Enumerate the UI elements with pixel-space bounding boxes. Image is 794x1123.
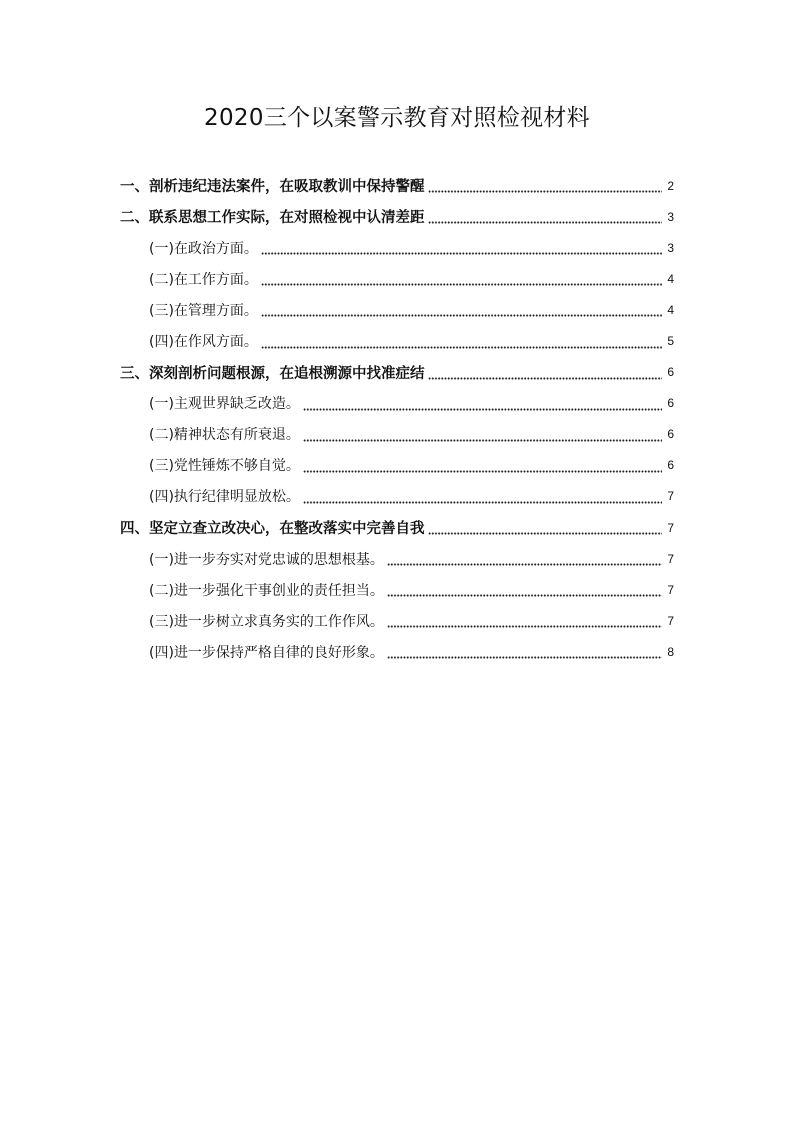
toc-subsection-entry[interactable]: [120, 450, 674, 481]
toc-section-entry[interactable]: [120, 170, 674, 201]
toc-subsection-entry[interactable]: [120, 294, 674, 325]
toc-subsection-entry[interactable]: [120, 543, 674, 574]
toc-subsection-entry[interactable]: [120, 263, 674, 294]
toc-entry-text: (三)进一步树立求真务实的工作作风。: [149, 613, 384, 630]
toc-dot-leader: [387, 656, 662, 659]
toc-subsection-entry[interactable]: [120, 232, 674, 263]
toc-page-number: 6: [667, 427, 674, 442]
toc-dot-leader: [428, 190, 663, 193]
toc-page-number: 2: [667, 178, 674, 193]
toc-entry-text: (二)精神状态有所衰退。: [149, 427, 300, 444]
toc-entry-text: 三、深刻剖析问题根源，在追根溯源中找准症结: [120, 365, 425, 382]
toc-entry-text: 一、剖析违纪违法案件，在吸取教训中保持警醒: [120, 179, 425, 196]
toc-subsection-entry[interactable]: [120, 636, 674, 667]
toc-entry-text: (二)进一步强化干事创业的责任担当。: [149, 582, 384, 599]
toc-dot-leader: [387, 594, 662, 597]
toc-page-number: 7: [667, 551, 674, 566]
toc-entry-text: 二、联系思想工作实际，在对照检视中认清差距: [120, 210, 425, 227]
toc-entry-text: (三)党性锤炼不够自觉。: [149, 458, 300, 475]
toc-page-number: 3: [667, 209, 674, 224]
toc-entry-text: (二)在工作方面。: [149, 271, 258, 288]
toc-subsection-entry[interactable]: [120, 574, 674, 605]
toc-page-number: 6: [667, 458, 674, 473]
toc-page-number: 7: [667, 582, 674, 597]
toc-subsection-entry[interactable]: [120, 325, 674, 356]
toc-page-number: 4: [667, 271, 674, 286]
table-of-contents: [120, 170, 674, 668]
toc-dot-leader: [387, 563, 662, 566]
toc-section-entry[interactable]: [120, 512, 674, 543]
toc-dot-leader: [261, 283, 662, 286]
toc-page-number: 7: [667, 489, 674, 504]
toc-dot-leader: [261, 314, 662, 317]
toc-page-number: 6: [667, 365, 674, 380]
toc-dot-leader: [261, 252, 662, 255]
toc-entry-text: (三)在管理方面。: [149, 302, 258, 319]
toc-subsection-entry[interactable]: [120, 419, 674, 450]
toc-dot-leader: [428, 377, 663, 380]
toc-entry-text: (四)进一步保持严格自律的良好形象。: [149, 644, 384, 661]
toc-dot-leader: [387, 625, 662, 628]
toc-dot-leader: [428, 221, 663, 224]
toc-entry-text: 四、坚定立查立改决心，在整改落实中完善自我: [120, 521, 425, 538]
toc-entry-text: (四)执行纪律明显放松。: [149, 489, 300, 506]
toc-entry-text: (一)主观世界缺乏改造。: [149, 396, 300, 413]
toc-page-number: 7: [667, 613, 674, 628]
toc-page-number: 3: [667, 240, 674, 255]
toc-dot-leader: [303, 470, 662, 473]
toc-entry-text: (一)在政治方面。: [149, 240, 258, 257]
toc-subsection-entry[interactable]: [120, 605, 674, 636]
toc-entry-text: (四)在作风方面。: [149, 334, 258, 351]
toc-dot-leader: [428, 532, 663, 535]
toc-page-number: 7: [667, 520, 674, 535]
toc-dot-leader: [303, 501, 662, 504]
toc-subsection-entry[interactable]: [120, 388, 674, 419]
toc-dot-leader: [303, 408, 662, 411]
toc-page-number: 4: [667, 302, 674, 317]
toc-subsection-entry[interactable]: [120, 481, 674, 512]
toc-page-number: 6: [667, 396, 674, 411]
toc-section-entry[interactable]: [120, 201, 674, 232]
toc-entry-text: (一)进一步夯实对党忠诚的思想根基。: [149, 551, 384, 568]
toc-page-number: 8: [667, 644, 674, 659]
document-title: 2020三个以案警示教育对照检视材料: [204, 105, 590, 131]
toc-section-entry[interactable]: [120, 357, 674, 388]
toc-dot-leader: [261, 346, 662, 349]
toc-dot-leader: [303, 439, 662, 442]
toc-page-number: 5: [667, 334, 674, 349]
